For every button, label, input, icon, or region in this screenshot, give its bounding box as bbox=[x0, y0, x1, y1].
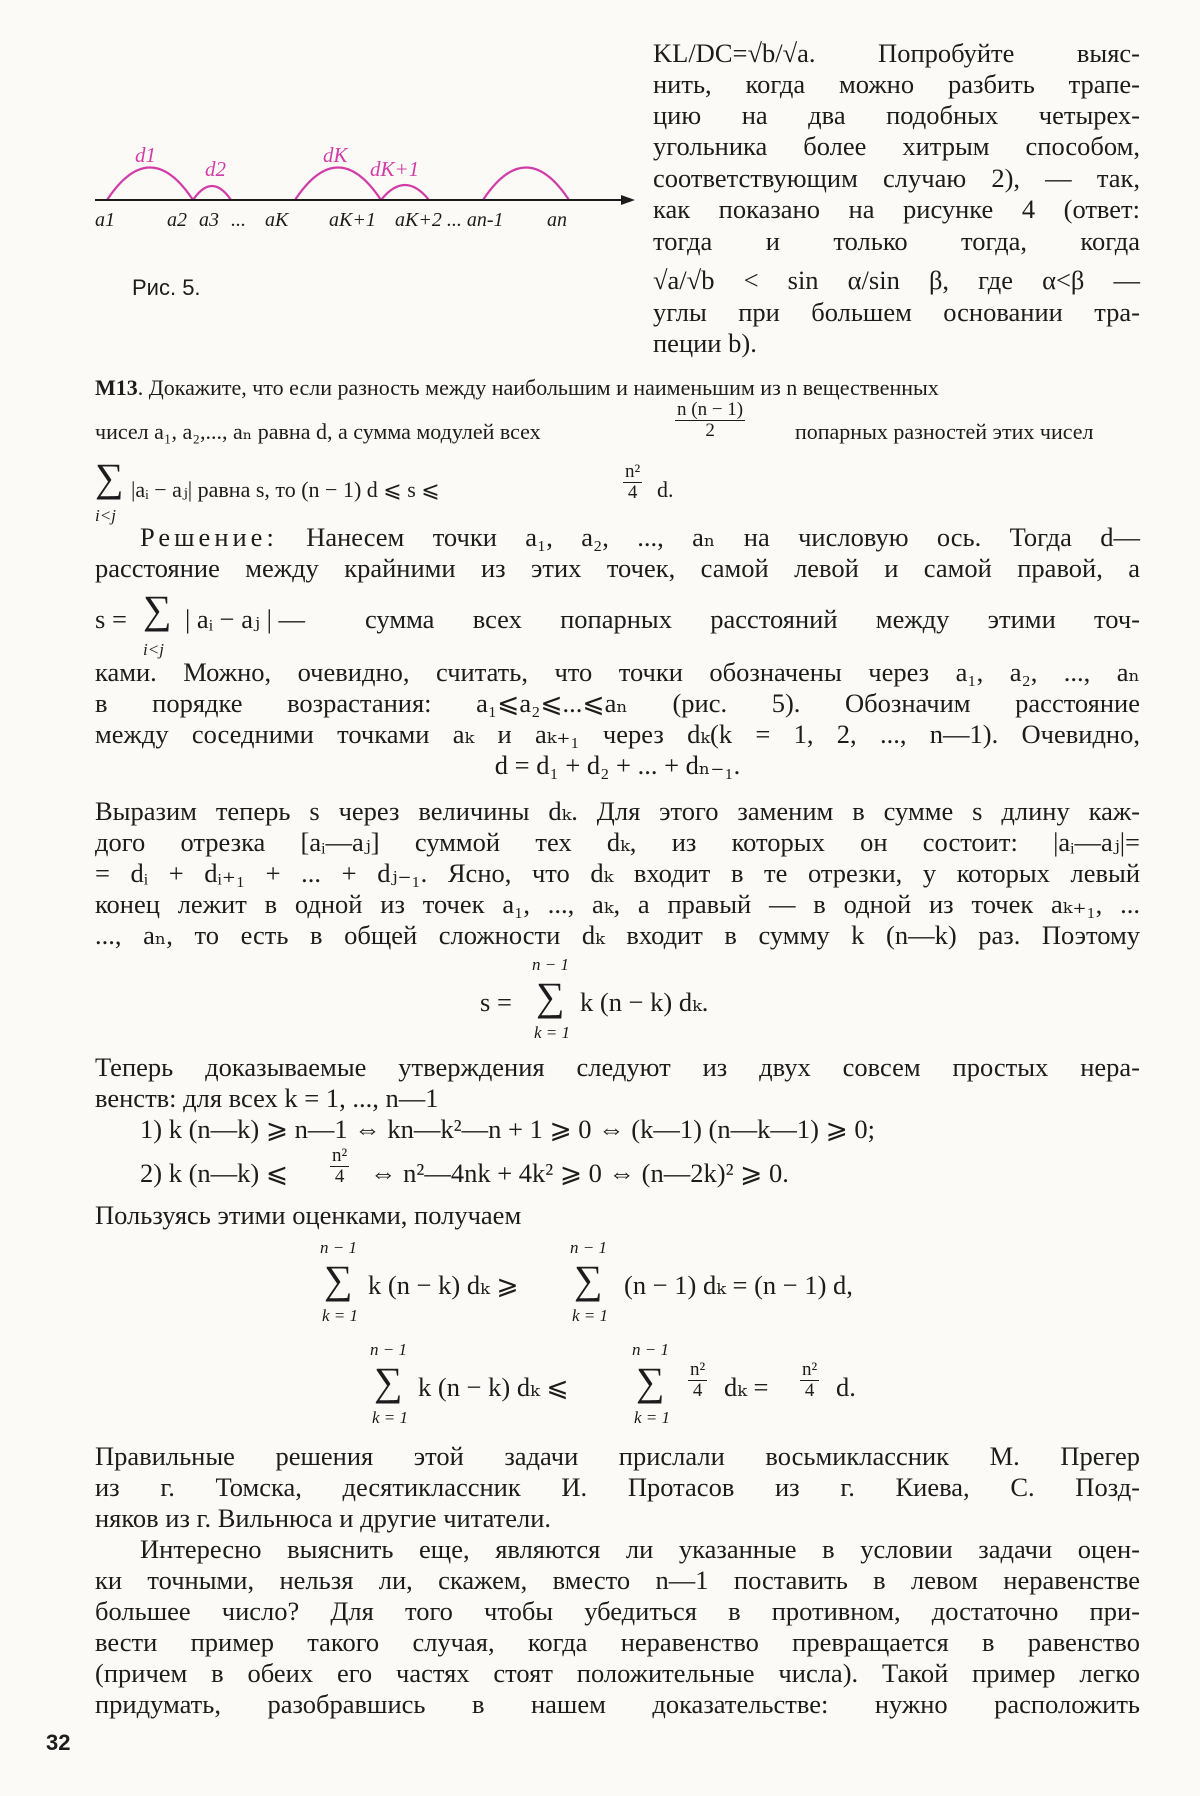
frac-num: n² bbox=[802, 1359, 818, 1380]
inequality-1: 1) k (n—k) ⩾ n—1 ⇔ kn—k²—n + 1 ⩾ 0 ⇔ (k—1) (n—k—1) ⩾ 0; bbox=[140, 1114, 876, 1144]
figure-arcs bbox=[107, 168, 569, 201]
credits-line: няков из г. Вильнюса и другие читатели. bbox=[95, 1503, 552, 1533]
sum-bottom: k = 1 bbox=[372, 1408, 409, 1427]
frac-den: 4 bbox=[692, 1379, 703, 1401]
sum-sign: ∑ bbox=[95, 455, 124, 500]
label-a2: a2 bbox=[167, 209, 187, 231]
figure-number-line bbox=[95, 140, 635, 240]
top-line: пеции b). bbox=[653, 328, 757, 358]
label-a3: a3 bbox=[199, 209, 219, 231]
sum-sign: ∑ bbox=[574, 1257, 603, 1302]
closing-line: Интересно выяснить еще, являются ли указанные в условии задачи оцен- bbox=[140, 1534, 1140, 1564]
top-line: цию на два подобных четырех- bbox=[653, 100, 1140, 130]
top-line: соответствующим случаю 2), — так, bbox=[653, 163, 1140, 193]
problem-text: d. bbox=[657, 477, 674, 502]
sum-top: n − 1 bbox=[532, 955, 569, 974]
frac-den: 4 bbox=[804, 1379, 815, 1401]
problem-text: |aᵢ − aⱼ| равна s, то (n − 1) d ⩽ s ⩽ bbox=[131, 477, 440, 502]
arc-dk1 bbox=[381, 185, 429, 200]
solution-line: дого отрезка [aᵢ—aⱼ] суммой тех dₖ, из которых он состоит: |aᵢ—aⱼ|= bbox=[95, 827, 1140, 857]
fraction-n2-4 bbox=[688, 1360, 707, 1401]
solution-line: Выразим теперь s через величины dₖ. Для этого заменим в сумме s длину каж- bbox=[95, 796, 1140, 826]
solution-line: Теперь доказываемые утверждения следуют из двух совсем простых нера- bbox=[95, 1052, 1140, 1082]
eq-text: (n − 1) dₖ = (n − 1) d, bbox=[624, 1270, 853, 1300]
problem-line-2 bbox=[95, 400, 1140, 452]
sum-top: n − 1 bbox=[320, 1238, 357, 1257]
eq-text: k (n − k) dₖ ⩾ bbox=[368, 1270, 519, 1300]
closing-line: ки точными, нельзя ли, скажем, вместо n—1 поставить в левом неравенстве bbox=[95, 1565, 1140, 1595]
problem-text: . Докажите, что если разность между наибольшим и наименьшим из n вещественных bbox=[137, 375, 939, 400]
frac-num: n² bbox=[690, 1359, 706, 1380]
sum-bottom: k = 1 bbox=[572, 1306, 609, 1325]
top-line: углы при большем основании тра- bbox=[653, 297, 1140, 327]
sum-top: n − 1 bbox=[570, 1238, 607, 1257]
frac-num: n (n − 1) bbox=[677, 399, 744, 420]
top-line: как показано на рисунке 4 (ответ: bbox=[653, 194, 1140, 224]
solution-line: конец лежит в одной из точек a₁, ..., aₖ, а правый — в одной из точек aₖ₊₁, ... bbox=[95, 889, 1140, 919]
problem-line-1 bbox=[95, 372, 1140, 403]
eq-text: s = bbox=[480, 987, 512, 1017]
solution-line: ками. Можно, очевидно, считать, что точки обозначены через a₁, a₂, ..., aₙ bbox=[95, 657, 1140, 687]
solution-line-sum bbox=[95, 587, 1140, 659]
frac-num: n² bbox=[332, 1145, 348, 1166]
closing-line: большее число? Для того чтобы убедиться в противном, достаточно при- bbox=[95, 1596, 1140, 1626]
frac-den: 2 bbox=[705, 419, 715, 441]
label-a1: a1 bbox=[95, 209, 115, 231]
solution-line: расстояние между крайними из этих точек, самой левой и самой правой, а bbox=[95, 553, 1140, 583]
fraction-n2-4 bbox=[623, 462, 642, 503]
solution-line: в порядке возрастания: a₁⩽a₂⩽...⩽aₙ (рис. 5). Обозначим расстояние bbox=[95, 688, 1140, 718]
solution-line: Пользуясь этими оценками, получаем bbox=[95, 1200, 522, 1230]
solution-text: | aᵢ − aⱼ | — bbox=[185, 604, 306, 634]
top-line: угольника более хитрым способом, bbox=[653, 131, 1140, 161]
solution-line: между соседними точками aₖ и aₖ₊₁ через dₖ(k = 1, 2, ..., n—1). Очевидно, bbox=[95, 719, 1140, 749]
solution-text: s = bbox=[95, 604, 127, 634]
page-number: 32 bbox=[46, 1730, 71, 1755]
sum-bottom: k = 1 bbox=[534, 1023, 571, 1042]
fraction-n2-4 bbox=[330, 1146, 349, 1187]
label-ak2: aK+2 ... an-1 bbox=[395, 209, 504, 231]
problem-text: чисел a₁, a₂,..., aₙ равна d, а сумма модулей всех bbox=[95, 419, 541, 444]
axis-arrow bbox=[621, 195, 635, 205]
label-dk1: dK+1 bbox=[370, 157, 420, 181]
eq-text: k (n − k) dₖ ⩽ bbox=[418, 1372, 569, 1402]
closing-line: (причем в обеих его частях стоят положительные числа). Такой пример легко bbox=[95, 1658, 1140, 1688]
label-dk: dK bbox=[323, 143, 348, 167]
equation-s bbox=[480, 955, 780, 1045]
eq-text: dₖ = bbox=[724, 1372, 769, 1402]
sum-sub: i<j bbox=[143, 640, 164, 659]
frac-num: n² bbox=[625, 461, 641, 482]
label-ak1: aK+1 bbox=[329, 209, 376, 231]
eq-text: k (n − k) dₖ. bbox=[580, 987, 709, 1017]
sum-top: n − 1 bbox=[632, 1340, 669, 1359]
sum-bottom: k = 1 bbox=[322, 1306, 359, 1325]
top-line: KL/DC=√b/√a. Попробуйте выяс- bbox=[653, 38, 1140, 68]
top-line: тогда и только тогда, когда bbox=[653, 226, 1140, 256]
fraction-n2-4 bbox=[800, 1360, 819, 1401]
equation-estimate-2 bbox=[370, 1340, 930, 1430]
sum-sign: ∑ bbox=[324, 1257, 353, 1302]
problem-line-3 bbox=[95, 455, 1140, 525]
sum-sign: ∑ bbox=[143, 587, 172, 632]
label-ak: aK bbox=[265, 209, 289, 231]
label-d1: d1 bbox=[135, 143, 156, 167]
arc-dk bbox=[295, 168, 381, 201]
frac-den: 4 bbox=[627, 481, 638, 503]
arc-d1 bbox=[107, 168, 193, 201]
problem-label: М13 bbox=[95, 375, 138, 400]
sum-sub: i<j bbox=[95, 506, 116, 525]
sum-sign: ∑ bbox=[374, 1359, 403, 1404]
solution-line: = dᵢ + dᵢ₊₁ + ... + dⱼ₋₁. Ясно, что dₖ входит в те отрезки, у которых левый bbox=[95, 858, 1140, 888]
credits-line: Правильные решения этой задачи прислали восьмиклассник М. Прегер bbox=[95, 1441, 1140, 1471]
inequality-2 bbox=[140, 1146, 1185, 1198]
arc-d2 bbox=[193, 186, 231, 200]
top-line: нить, когда можно разбить трапе- bbox=[653, 69, 1140, 99]
figure-caption: Рис. 5. bbox=[132, 275, 201, 300]
top-line: √a/√b < sin α/sin β, где α<β — bbox=[653, 265, 1140, 295]
arc-dn bbox=[483, 168, 569, 201]
solution-line bbox=[95, 522, 1140, 553]
sum-sign: ∑ bbox=[636, 1359, 665, 1404]
label-an: an bbox=[547, 209, 567, 231]
solution-text: Нанесем точки a₁, a₂, ..., aₙ на числовую ось. Тогда d— bbox=[306, 522, 1141, 552]
equation-d: d = d₁ + d₂ + ... + dₙ₋₁. bbox=[494, 750, 741, 780]
solution-heading: Решение: bbox=[140, 522, 278, 552]
sum-top: n − 1 bbox=[370, 1340, 407, 1359]
credits-line: из г. Томска, десятиклассник И. Протасов из г. Киева, С. Позд- bbox=[95, 1472, 1140, 1502]
fraction-pairs bbox=[675, 400, 745, 441]
sum-sign: ∑ bbox=[536, 974, 565, 1019]
eq-text: d. bbox=[836, 1372, 856, 1402]
problem-text: попарных разностей этих чисел bbox=[795, 419, 1094, 444]
label-d2: d2 bbox=[205, 157, 226, 181]
eq-text: ⇔ n²—4nk + 4k² ⩾ 0 ⇔ (n—2k)² ⩾ 0. bbox=[370, 1158, 789, 1188]
solution-line: ..., aₙ, то есть в общей сложности dₖ входит в сумму k (n—k) раз. Поэтому bbox=[95, 920, 1140, 950]
equation-estimate-1 bbox=[320, 1238, 960, 1328]
sum-bottom: k = 1 bbox=[634, 1408, 671, 1427]
frac-den: 4 bbox=[334, 1165, 345, 1187]
label-dots: ... bbox=[231, 209, 246, 231]
eq-text: 2) k (n—k) ⩽ bbox=[140, 1158, 289, 1188]
closing-line: придумать, разобравшись в нашем доказательстве: нужно расположить bbox=[95, 1689, 1140, 1719]
solution-text: сумма всех попарных расстояний между этими точ- bbox=[365, 604, 1140, 634]
solution-line: венств: для всех k = 1, ..., n—1 bbox=[95, 1083, 439, 1113]
closing-line: вести пример такого случая, когда неравенство превращается в равенство bbox=[95, 1627, 1140, 1657]
